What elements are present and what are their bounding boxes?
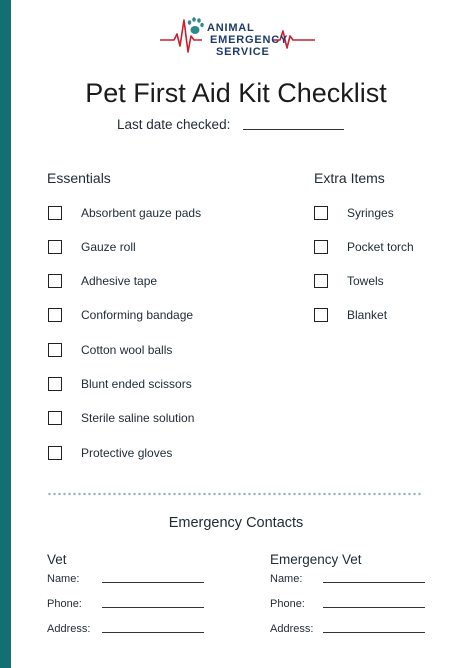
checklist-item-label: Towels — [347, 274, 384, 288]
checklist-item-label: Gauze roll — [81, 240, 136, 254]
paw-icon — [188, 17, 204, 34]
emergency-vet-address-label: Address: — [270, 623, 314, 635]
checklist-item-label: Protective gloves — [81, 446, 173, 460]
checkbox[interactable] — [314, 274, 328, 288]
logo-text-line1: ANIMAL — [207, 22, 255, 34]
checkbox[interactable] — [48, 308, 62, 322]
checkbox[interactable] — [48, 411, 62, 425]
checklist-item-label: Blunt ended scissors — [81, 377, 192, 391]
checklist-item-label: Conforming bandage — [81, 308, 194, 322]
checkbox[interactable] — [48, 206, 62, 220]
checkbox[interactable] — [48, 377, 62, 391]
vet-name-label: Name: — [47, 573, 80, 585]
logo-text-line3: SERVICE — [216, 46, 270, 58]
vet-heading: Vet — [47, 552, 67, 567]
emergency-vet-name-field[interactable] — [323, 582, 425, 583]
checklist-item-label: Syringes — [347, 206, 394, 220]
logo-text-line2: EMERGENCY — [210, 34, 289, 46]
dotted-divider — [47, 492, 421, 496]
emergency-vet-phone-field[interactable] — [323, 607, 425, 608]
vet-address-label: Address: — [47, 623, 91, 635]
emergency-contacts-heading: Emergency Contacts — [168, 515, 304, 531]
checklist-item-label: Absorbent gauze pads — [81, 206, 202, 220]
checklist-item-label: Blanket — [347, 308, 388, 322]
vet-phone-field[interactable] — [102, 607, 204, 608]
vet-name-field[interactable] — [102, 582, 204, 583]
vet-phone-label: Phone: — [47, 598, 82, 610]
checkbox[interactable] — [48, 240, 62, 254]
page-title: Pet First Aid Kit Checklist — [85, 78, 387, 108]
checklist-item-label: Adhesive tape — [81, 274, 158, 288]
checklist-item-label: Sterile saline solution — [81, 411, 195, 425]
checklist-item-label: Cotton wool balls — [81, 343, 173, 357]
checkbox[interactable] — [314, 240, 328, 254]
emergency-vet-heading: Emergency Vet — [270, 552, 362, 567]
emergency-vet-name-label: Name: — [270, 573, 303, 585]
checkbox[interactable] — [48, 274, 62, 288]
checklist-item-label: Pocket torch — [347, 240, 414, 254]
checkbox[interactable] — [314, 206, 328, 220]
extra-items-heading: Extra Items — [314, 170, 385, 186]
vet-address-field[interactable] — [102, 632, 204, 633]
checkbox[interactable] — [48, 446, 62, 460]
emergency-vet-address-field[interactable] — [323, 632, 425, 633]
logo — [160, 14, 315, 58]
essentials-heading: Essentials — [47, 170, 111, 186]
last-date-field[interactable] — [243, 129, 344, 130]
checkbox[interactable] — [314, 308, 328, 322]
last-date-label: Last date checked: — [117, 117, 231, 132]
checkbox[interactable] — [48, 343, 62, 357]
emergency-vet-phone-label: Phone: — [270, 598, 305, 610]
